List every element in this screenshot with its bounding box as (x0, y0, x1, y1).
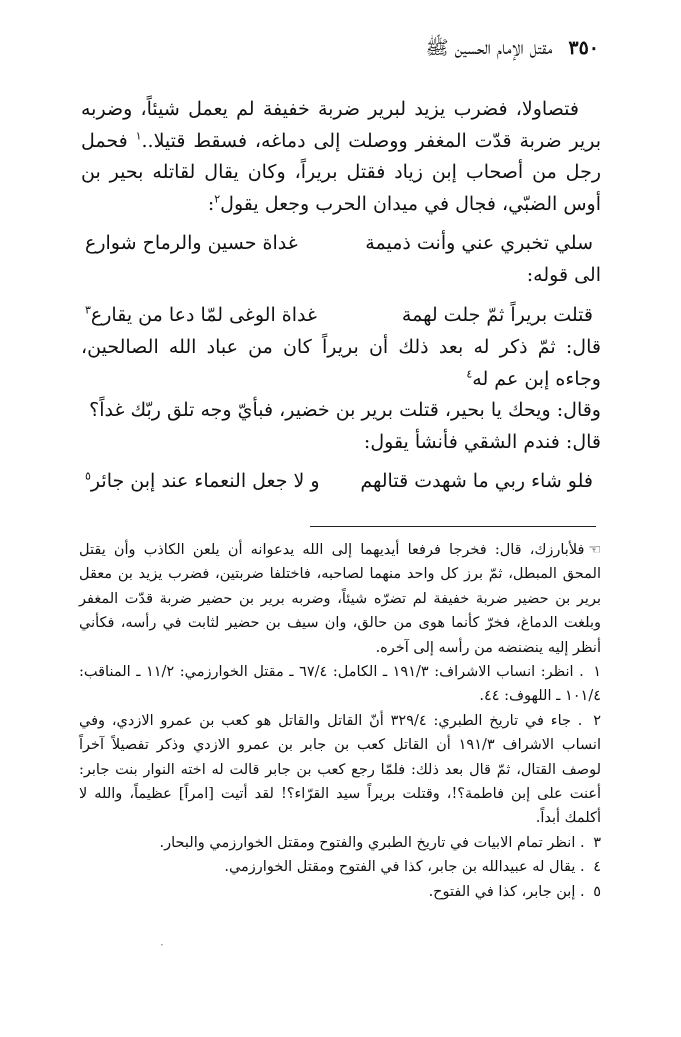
running-title: مقتل الإمام الحسين ﷺ (425, 37, 553, 59)
footnote-text: إبن جابر، كذا في الفتوح. (428, 883, 576, 900)
footnote-divider (310, 526, 596, 527)
hemistich-second: غداة حسين والرماح شوارع (85, 232, 298, 255)
footnote-number: ١ (593, 664, 601, 681)
main-text (81, 94, 601, 498)
hemistich-first: قتلت بريراً ثمّ جلت لهمة (401, 303, 593, 326)
hemistich-first: فلو شاء ربي ما شهدت قتالهم (360, 470, 593, 493)
text-run: : (207, 192, 215, 215)
verse-line (81, 298, 601, 332)
footnote-text: يقال له عبيدالله بن جابر، كذا في الفتوح ومقتل الخوارزمي. (224, 859, 576, 876)
verse-line (81, 464, 601, 498)
footnote-text: جاء في تاريخ الطبري: ٣٢٩/٤ أنّ القاتل والقاتل هو كعب بن عمرو الازدي، وفي انساب الاشراف ١٩١/٣ أن القاتل كعب بن جابر بن عمرو الازدي وذكر تفصيلاً آخراً لوصف القتال، ثمّ قال بعد ذلك: فلمّا رجع كعب بن جابر قالت له اخته النوار بنت جابر: أعنت على إبن فاطمة؟!، وقتلت بريراً سيد القرّاء؟! لقد أتيت [امراً] عظيماً، والله لا أكلمك أبداً. (79, 712, 601, 827)
footnote: ٥ . إبن جابر، كذا في الفتوح. (428, 883, 601, 900)
footnote-ref: ٥ (85, 470, 91, 484)
hemistich-second (81, 464, 320, 498)
footnote: ٢ . جاء في تاريخ الطبري: ٣٢٩/٤ أنّ القاتل والقاتل هو كعب بن عمرو الازدي، وفي انساب الاشراف ١٩١/٣ أن القاتل كعب بن جابر بن عمرو الازدي وذكر تفصيلاً آخراً لوصف القتال، ثمّ قال بعد ذلك: فلمّا رجع كعب بن جابر قالت له اخته النوار بنت جابر: أعنت على إبن فاطمة؟!، وقتلت بريراً سيد القرّاء؟! لقد أتيت [امراً] عظيماً، والله لا أكلمك أبداً. (79, 712, 601, 827)
text-run: فحمل رجل من أصحاب إبن زياد فقتل بريراً، وكان يقال لقاتله بحير بن أوس الضبّي، فجال في ميدان الحرب وجعل يقول (81, 129, 601, 215)
text-run: غداة الوغى لمّا دعا من يقارع (90, 303, 317, 326)
pointing-hand-icon: ☜ (588, 542, 601, 558)
text-run: و لا جعل النعماء عند إبن جائر (90, 470, 320, 493)
footnotes (79, 538, 601, 904)
scan-speck: · (160, 938, 164, 952)
hemistich-second (81, 298, 317, 332)
running-header (80, 36, 599, 66)
text-run: فلأبارزك، قال: فخرجا فرفعا أيديهما إلى الله يدعوانه أن يلعن الكاذب وأن يقتل المحق المبطل، ثمّ برز كل واحد منهما لصاحبه، فاختلفا ضربتين، فضرب يزيد بن معقل برير بن حضير ضربة خفيفة لم تضرّه شيئاً، وضربه برير بن حضير ضربة قدّت المغفر وبلغت الدماغ، فخرّ كأنما هوى من حالق، وان سيف بن حضير لثابت في رأسه، فكأني أنظر إليه ينضنضه من رأسه إلى آخره. (79, 542, 601, 656)
paragraph (81, 94, 601, 220)
paragraph: وقال: ويحك يا بحير، قتلت برير بن خضير، فبأيّ وجه تلق ربّك غداً؟ (89, 399, 601, 422)
footnote-ref: ٣ (85, 303, 91, 317)
footnote-ref: ٢ (214, 192, 221, 206)
text-run: قال: ثمّ ذكر له بعد ذلك أن بريراً كان من عباد الله الصالحين، وجاءه إبن عم له (81, 335, 601, 390)
footnote-continuation (79, 538, 601, 660)
paragraph (81, 332, 601, 395)
footnote: ١ . انظر: انساب الاشراف: ١٩١/٣ ـ الكامل: ٦٧/٤ ـ مقتل الخوارزمي: ١١/٢ ـ المناقب: ١٠١/٤ ـ اللهوف: ٤٤. (79, 664, 601, 705)
verse-line (81, 226, 601, 260)
page-number: ٣٥٠ (568, 37, 599, 59)
footnote: ٣ . انظر تمام الابيات في تاريخ الطبري والفتوح ومقتل الخوارزمي والبحار. (159, 834, 601, 851)
footnote-ref: ١ (135, 129, 142, 143)
paragraph: الى قوله: (526, 264, 601, 287)
footnote-ref: ٤ (466, 367, 473, 381)
hemistich-first: سلي تخبري عني وأنت ذميمة (365, 232, 593, 255)
text-run: فتصاولا، فضرب يزيد لبرير ضربة خفيفة لم يعمل شيئاً، وضربه برير ضربة قدّت المغفر ووصلت إلى دماغه، فسقط قتيلا.. (81, 98, 601, 152)
footnote-number: ٣ (593, 834, 601, 851)
footnote-number: ٢ (593, 712, 601, 729)
footnote-number: ٤ (593, 859, 601, 876)
footnote-text: انظر تمام الابيات في تاريخ الطبري والفتوح ومقتل الخوارزمي والبحار. (159, 834, 576, 851)
footnote: ٤ . يقال له عبيدالله بن جابر، كذا في الفتوح ومقتل الخوارزمي. (224, 859, 601, 876)
paragraph: قال: فندم الشقي فأنشأ يقول: (363, 430, 601, 453)
footnote-number: ٥ (593, 883, 601, 900)
footnote-text: انظر: انساب الاشراف: ١٩١/٣ ـ الكامل: ٦٧/٤ ـ مقتل الخوارزمي: ١١/٢ ـ المناقب: ١٠١/٤ ـ اللهوف: ٤٤. (79, 664, 601, 705)
